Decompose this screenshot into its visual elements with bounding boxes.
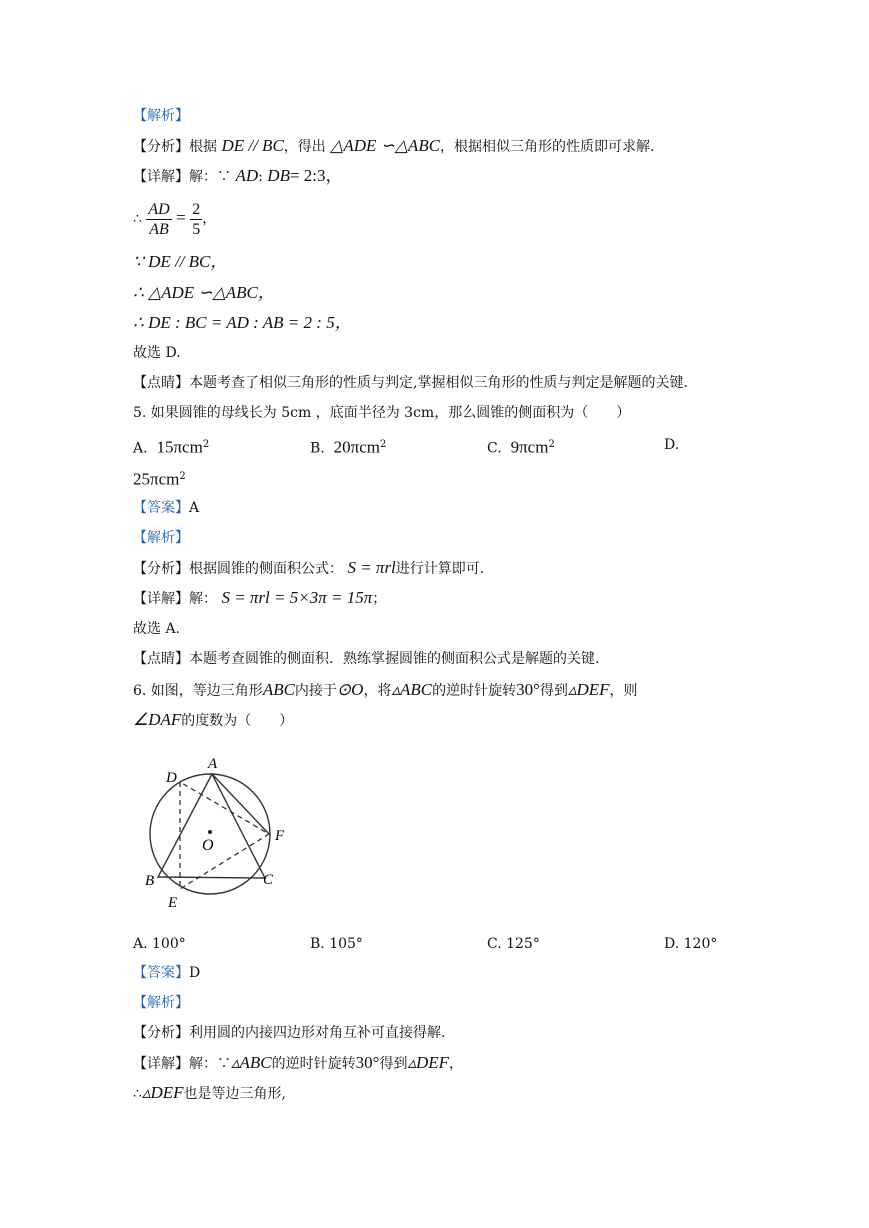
center-point bbox=[208, 830, 212, 834]
fraction-ad-ab: $\frac{AD}{AB}$ bbox=[148, 200, 170, 238]
q4-fenxi: 【分析】根据 DE // BC，得出 △ADE ∽△ABC，根据相似三角形的性质即可求解. bbox=[133, 136, 655, 155]
q5-answer: 【答案】A bbox=[133, 500, 200, 516]
triangle-abc bbox=[158, 774, 265, 878]
q6-fenxi: 【分析】利用圆的内接四边形对角互补可直接得解. bbox=[133, 1025, 446, 1041]
q5-jiexi: 【解析】 bbox=[133, 530, 189, 546]
label-a: A bbox=[208, 756, 218, 772]
q5-xiangjie: 【详解】解： S = πrl = 5×3π = 15π； bbox=[133, 588, 387, 607]
q5-dianjing: 【点睛】本题考查圆锥的侧面积．熟练掌握圆锥的侧面积公式是解题的关键. bbox=[133, 651, 600, 667]
q6-answer: 【答案】D bbox=[133, 965, 201, 981]
q5-option-d-label: D. bbox=[664, 437, 680, 453]
q4-dianjing: 【点睛】本题考查了相似三角形的性质与判定,掌握相似三角形的性质与判定是解题的关键. bbox=[133, 375, 688, 391]
q6-jiexi: 【解析】 bbox=[133, 995, 189, 1011]
q6-stem: 6. 如图，等边三角形ABC内接于⊙O，将▵ABC的逆时针旋转30°得到▵DEF，则 bbox=[133, 680, 638, 699]
circle-triangle-figure bbox=[140, 752, 300, 914]
label-c: C bbox=[263, 872, 274, 888]
q5-option-d: 25πcm$^2$ bbox=[133, 469, 186, 489]
label-d: D bbox=[166, 770, 177, 786]
q5-stem: 5. 如果圆锥的母线长为 5cm ，底面半径为 3cm，那么圆锥的侧面积为（ ） bbox=[133, 405, 631, 421]
q5-fenxi: 【分析】根据圆锥的侧面积公式： S = πrl进行计算即可. bbox=[133, 558, 485, 577]
q5-choose: 故选 A. bbox=[133, 621, 181, 637]
q4-xiangjie: 【详解】解：∵ AD: DB= 2:3， bbox=[133, 166, 343, 185]
label-o: O bbox=[202, 837, 214, 854]
fraction-2-5: $\frac{2}{5}$ bbox=[192, 200, 201, 238]
q4-choose: 故选 D. bbox=[133, 345, 181, 361]
q6-option-a: A. 100° bbox=[133, 936, 186, 952]
q4-jiexi: 【解析】 bbox=[133, 108, 189, 124]
q5-option-b: B. 20πcm$^2$ bbox=[310, 437, 387, 457]
q6-last: ∴▵DEF也是等边三角形, bbox=[133, 1083, 286, 1102]
q6-xiangjie: 【详解】解：∵▵ABC的逆时针旋转30°得到▵DEF， bbox=[133, 1053, 464, 1072]
q6-option-c: C. 125° bbox=[487, 936, 540, 952]
q4-step3: ∴ △ADE ∽△ABC， bbox=[133, 283, 275, 302]
label-e: E bbox=[168, 895, 178, 911]
q4-step2: ∵ DE // BC， bbox=[133, 252, 228, 271]
q6-option-b: B. 105° bbox=[310, 936, 363, 952]
q5-option-a: A. 15πcm$^2$ bbox=[133, 437, 210, 457]
q6-option-d: D. 120° bbox=[664, 936, 718, 952]
label-f: F bbox=[275, 828, 285, 844]
q5-option-c: C. 9πcm$^2$ bbox=[487, 437, 555, 457]
q4-step1: ∴ $\frac{AD}{AB}$ = $\frac{2}{5}$ ， bbox=[133, 200, 217, 238]
q4-step4: ∴ DE : BC = AD : AB = 2 : 5， bbox=[133, 313, 352, 332]
label-b: B bbox=[145, 873, 155, 889]
q6-stem-2: ∠DAF的度数为（ ） bbox=[133, 710, 294, 729]
